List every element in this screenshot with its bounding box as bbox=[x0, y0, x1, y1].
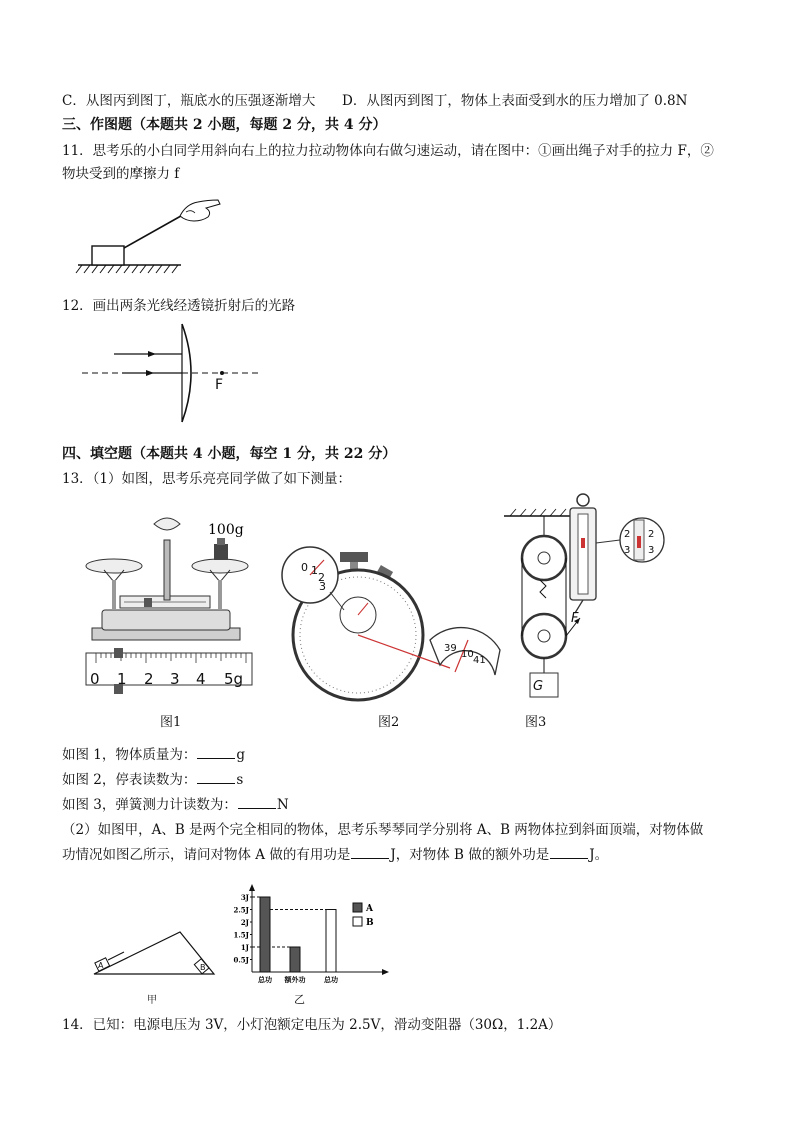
block bbox=[92, 246, 124, 265]
work-bar-chart bbox=[222, 884, 392, 989]
focus-label: F bbox=[215, 377, 224, 393]
option-d: D．从图丙到图丁，物体上表面受到水的压力增加了 0.8N bbox=[342, 93, 688, 109]
stopwatch-inset-10: 10 bbox=[461, 649, 474, 660]
q11-text-line1: 11．思考乐的小白同学用斜向右上的拉力拉动物体向右做匀速运动，请在图中：①画出绳子对手的拉力 F，② bbox=[62, 143, 714, 159]
legend-label-a: A bbox=[366, 904, 373, 914]
q13-2-line2a: 功情况如图乙所示，请问对物体 A 做的有用功是 bbox=[62, 847, 351, 863]
scale-tick-5g: 5g bbox=[224, 670, 244, 688]
q13-2-line2b: J，对物体 B 做的额外功是 bbox=[390, 847, 550, 863]
bar-A-1 bbox=[290, 947, 300, 972]
x-category-label: 额外功 bbox=[284, 975, 306, 984]
rope bbox=[124, 212, 188, 248]
scale-tick-4: 4 bbox=[196, 670, 206, 688]
fig2-caption: 图2 bbox=[378, 715, 400, 730]
fill1-line bbox=[62, 746, 245, 764]
fill2-prefix: 如图 2，停表读数为： bbox=[62, 772, 197, 788]
scale-tick-1: 1 bbox=[117, 670, 127, 688]
y-tick-label: 3J bbox=[240, 893, 249, 902]
fill2-blank[interactable] bbox=[197, 771, 235, 784]
q13-2-line2 bbox=[62, 846, 608, 864]
y-tick-label: 1J bbox=[240, 943, 249, 952]
meter-tick-left-3: 3 bbox=[624, 545, 631, 556]
meter-tick-left-2: 2 bbox=[624, 529, 631, 540]
hand-icon bbox=[180, 200, 220, 221]
stopwatch-inset-2: 2 bbox=[318, 571, 325, 584]
y-tick-label: 2J bbox=[240, 918, 249, 927]
q12-lens-figure bbox=[82, 322, 262, 427]
weight-g-label: G bbox=[533, 679, 544, 694]
q13-2-line1: （2）如图甲，A、B 是两个完全相同的物体，思考乐琴琴同学分别将 A、B 两物体拉到斜面顶端，对物体做 bbox=[62, 822, 704, 838]
fig3-pulley bbox=[500, 488, 680, 703]
stopwatch-inset-1: 1 bbox=[311, 564, 318, 577]
stopwatch-inset-0: 0 bbox=[301, 561, 308, 574]
y-tick-label: 1.5J bbox=[233, 930, 249, 940]
stopwatch-inset-39: 39 bbox=[444, 643, 457, 654]
block-b-label: B bbox=[200, 963, 206, 972]
fill3-blank[interactable] bbox=[238, 796, 276, 809]
fig-jia-caption: 甲 bbox=[147, 995, 157, 1006]
fig1-caption: 图1 bbox=[160, 715, 182, 730]
fill3-line bbox=[62, 796, 289, 814]
stopwatch-inset-3: 3 bbox=[319, 580, 326, 593]
option-c: C．从图丙到图丁，瓶底水的压强逐渐增大 bbox=[62, 93, 316, 109]
useful-work-blank[interactable] bbox=[351, 846, 389, 859]
section4-heading: 四、填空题（本题共 4 小题，每空 1 分，共 22 分） bbox=[62, 446, 397, 462]
fill1-unit: g bbox=[236, 747, 246, 763]
fill2-line bbox=[62, 771, 243, 789]
fill2-unit: s bbox=[236, 772, 244, 788]
meter-tick-right-2: 2 bbox=[648, 529, 655, 540]
x-category-label: 总功 bbox=[324, 975, 338, 984]
bar-A-0 bbox=[260, 897, 270, 972]
fig3-caption: 图3 bbox=[525, 715, 547, 730]
legend-swatch-b bbox=[353, 917, 362, 926]
q11-figure bbox=[76, 192, 236, 282]
scale-tick-3: 3 bbox=[170, 670, 180, 688]
q14-text: 14．已知：电源电压为 3V，小灯泡额定电压为 2.5V，滑动变阻器（30Ω，1.2A） bbox=[62, 1017, 562, 1033]
legend-swatch-a bbox=[353, 903, 362, 912]
fill1-blank[interactable] bbox=[197, 746, 235, 759]
q12-text: 12．画出两条光线经透镜折射后的光路 bbox=[62, 298, 296, 314]
y-tick-label: 0.5J bbox=[233, 955, 249, 965]
q13-2-line2c: J。 bbox=[589, 847, 609, 863]
y-tick-label: 2.5J bbox=[233, 905, 249, 915]
section3-heading: 三、作图题（本题共 2 小题，每题 2 分，共 4 分） bbox=[62, 117, 387, 133]
block-a-label: A bbox=[98, 961, 104, 970]
bar-B-2 bbox=[326, 910, 336, 973]
q11-text-line2: 物块受到的摩擦力 f bbox=[62, 166, 180, 182]
x-category-label: 总功 bbox=[258, 975, 272, 984]
scale-tick-2: 2 bbox=[144, 670, 154, 688]
legend-label-b: B bbox=[366, 918, 374, 928]
meter-tick-right-3: 3 bbox=[648, 545, 655, 556]
fill3-prefix: 如图 3，弹簧测力计读数为： bbox=[62, 797, 237, 813]
force-f-label: F bbox=[571, 611, 579, 626]
stopwatch-inset-41: 41 bbox=[473, 655, 486, 666]
extra-work-blank[interactable] bbox=[550, 846, 588, 859]
fig-yi-caption: 乙 bbox=[294, 993, 305, 1006]
scale-tick-0: 0 bbox=[90, 670, 100, 688]
weight-100g-label: 100g bbox=[208, 522, 244, 538]
q13-intro: 13．（1）如图，思考乐亮亮同学做了如下测量： bbox=[62, 471, 352, 487]
fill3-unit: N bbox=[276, 797, 289, 813]
fill1-prefix: 如图 1，物体质量为： bbox=[62, 747, 197, 763]
